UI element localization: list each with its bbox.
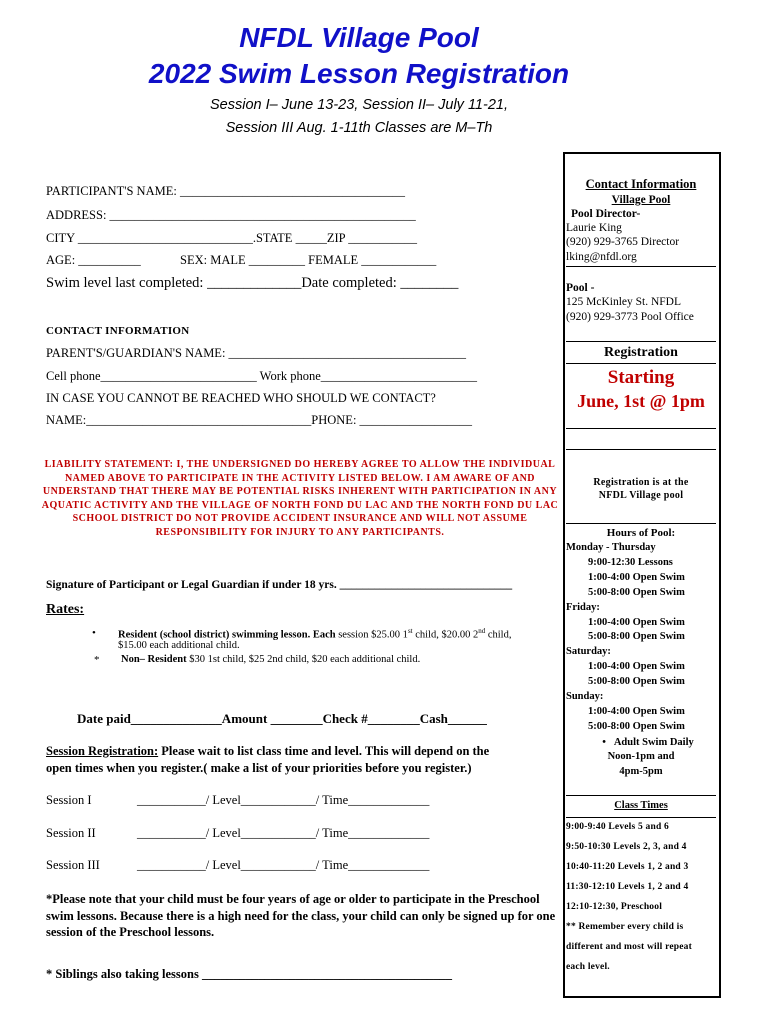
session-registration-text-1: Please wait to list class time and level. This will depend on the [158,744,490,758]
siblings-field[interactable]: * Siblings also taking lessons ________________________________________ [46,967,452,981]
signature-field[interactable]: Signature of Participant or Legal Guardian if under 18 yrs. ______________________________ [46,579,513,591]
class-time-line: 9:50-10:30 Levels 2, 3, and 4 [566,842,687,852]
adult-swim-line-3: 4pm-5pm [619,766,663,777]
class-time-line: ** Remember every child is [566,922,684,932]
session-3-label: Session III [46,858,100,872]
nonresident-rate-label: Non– Resident [121,654,187,665]
hours-line: 5:00-8:00 Open Swim [588,676,685,688]
pool-address: 125 McKinley St. NFDL [566,296,681,308]
registration-location-1: Registration is at the [593,477,689,488]
hours-line: Monday - Thursday [566,542,656,553]
contact-info-heading: CONTACT INFORMATION [46,325,190,337]
resident-rate-line-2: $15.00 each additional child. [118,640,240,651]
hours-line: 5:00-8:00 Open Swim [588,631,685,643]
title-line-1: NFDL Village Pool [239,22,479,53]
adult-swim-line-1 [580,737,716,748]
resident-rate-sup-a: st [407,627,413,635]
registration-location-2: NFDL Village pool [598,490,684,501]
hours-line: Friday: [566,601,600,613]
pool-label: Pool - [566,282,595,294]
nonresident-rate-text: $30 1st child, $25 2nd child, $20 each additional child. [189,654,421,665]
director-email[interactable]: lking@nfdl.org [566,251,637,263]
swim-level-field[interactable]: Swim level last completed: _____________Date completed: ________ [46,275,459,291]
sidebar-divider [566,795,716,796]
subtitle-line-2: Session III Aug. 1-11th Classes are M–Th [225,120,493,136]
class-time-line: 11:30-12:10 Levels 1, 2 and 4 [566,882,689,892]
emergency-question: IN CASE YOU CANNOT BE REACHED WHO SHOULD WE CONTACT? [46,391,436,405]
hours-line: Saturday: [566,646,611,658]
emergency-contact-field[interactable]: NAME:____________________________________PHONE: __________________ [46,413,473,427]
session-2-fields[interactable]: ___________/ Level____________/ Time_____________ [137,826,430,840]
address-field[interactable]: ADDRESS: _________________________________________________ [46,208,416,222]
hours-line: 1:00-4:00 Open Swim [588,705,685,717]
title-line-2: 2022 Swim Lesson Registration [148,58,570,89]
resident-rate-text-b: child, $20.00 2 [412,629,479,641]
phone-fields[interactable]: Cell phone_________________________ Work phone_________________________ [46,369,478,383]
class-time-line: different and most will repeat [566,942,692,952]
registration-heading: Registration [604,345,678,360]
session-3-fields[interactable]: ___________/ Level____________/ Time_____________ [137,858,430,872]
bullet-icon: • [92,627,96,639]
nonresident-rate [121,654,420,665]
sidebar-divider [566,428,716,429]
class-times-heading: Class Times [614,800,668,811]
subtitle-line-1: Session I– June 13-23, Session II– July 11-21, [210,97,508,113]
sidebar-divider [566,449,716,450]
liability-statement: LIABILITY STATEMENT: I, THE UNDERSIGNED DO HEREBY AGREE TO ALLOW THE INDIVIDUAL NAMED ABOVE TO PARTICIPATE IN THE ACTIVITY LISTED BELOW. I AM AWARE OF AND UNDERSTAND THAT THERE MAY BE POTENTIAL RISKS INHERENT WITH PARTICIPATION IN ANY AQUATIC ACTIVITY AND THE VILLAGE OF NORTH FOND DU LAC AND THE NORTH FOND DU LAC SCHOOL DISTRICT DO NOT PROVIDE ACCIDENT INSURANCE AND WILL NOT ASSUME RESPONSIBILITY FOR INJURY TO ANY PARTICIPANTS. [41,459,559,538]
session-2-label: Session II [46,826,96,840]
hours-line: 5:00-8:00 Open Swim [588,586,685,598]
hours-line: 9:00-12:30 Lessons [588,556,673,568]
class-time-line: 10:40-11:20 Levels 1, 2 and 3 [566,862,689,872]
pool-phone: (920) 929-3773 Pool Office [566,311,694,323]
age-field[interactable]: AGE: __________ [46,253,141,267]
registration-start-date: June, 1st @ 1pm [577,391,705,411]
session-registration-text [46,744,489,759]
hours-line: 5:00-8:00 Open Swim [588,720,685,732]
session-1-label: Session I [46,793,92,807]
sidebar-divider [566,523,716,524]
resident-rate-text-a: session $25.00 1 [338,629,408,641]
class-time-line: each level. [566,962,610,972]
contact-information-heading: Contact Information [585,177,697,191]
sidebar-divider [566,363,716,364]
session-registration-text-2: open times when you register.( make a list of your priorities before you register.) [46,761,472,775]
director-name: Laurie King [566,222,622,234]
city-state-zip-field[interactable]: CITY ____________________________.STATE _____ZIP ___________ [46,231,417,245]
registration-starting: Starting [607,367,675,388]
class-time-line: 9:00-9:40 Levels 5 and 6 [566,822,669,832]
resident-rate-text-c: child, [485,629,512,641]
rates-heading: Rates: [46,602,85,617]
bullet-icon: • [602,737,606,748]
adult-swim-text: Adult Swim Daily [613,737,694,748]
hours-line: 1:00-4:00 Open Swim [588,661,685,673]
resident-rate [118,627,511,641]
sidebar-divider [566,266,716,267]
guardian-name-field[interactable]: PARENT'S/GUARDIAN'S NAME: ______________________________________ [46,346,467,360]
adult-swim-line-2: Noon-1pm and [607,751,675,762]
hours-line: 1:00-4:00 Open Swim [588,616,685,628]
session-registration-label: Session Registration: [46,744,159,758]
payment-fields[interactable]: Date paid______________Amount ________Check #________Cash______ [77,711,487,726]
preschool-note: *Please note that your child must be four years of age or older to participate in the Preschool swim lessons. Because there is a high need for the class, your child can only be signed up for one session of the Preschool lessons. [46,892,556,939]
director-phone: (920) 929-3765 Director [566,236,680,248]
hours-heading: Hours of Pool: [606,527,676,539]
participant-name-field[interactable]: PARTICIPANT'S NAME: ____________________________________ [46,184,405,198]
class-time-line: 12:10-12:30, Preschool [566,902,663,912]
sidebar-divider [566,341,716,342]
resident-rate-sup-b: nd [478,627,486,635]
hours-line: Sunday: [566,691,604,702]
session-1-fields[interactable]: ___________/ Level____________/ Time_____________ [137,793,430,807]
sex-field[interactable]: SEX: MALE _________ FEMALE ____________ [180,253,437,267]
sidebar-divider [566,817,716,818]
asterisk-bullet: * [94,654,100,666]
resident-rate-label: Resident (school district) swimming lesson. Each [118,629,336,641]
pool-director-label: Pool Director- [571,208,641,220]
hours-line: 1:00-4:00 Open Swim [588,571,685,583]
village-pool-label: Village Pool [611,194,671,206]
